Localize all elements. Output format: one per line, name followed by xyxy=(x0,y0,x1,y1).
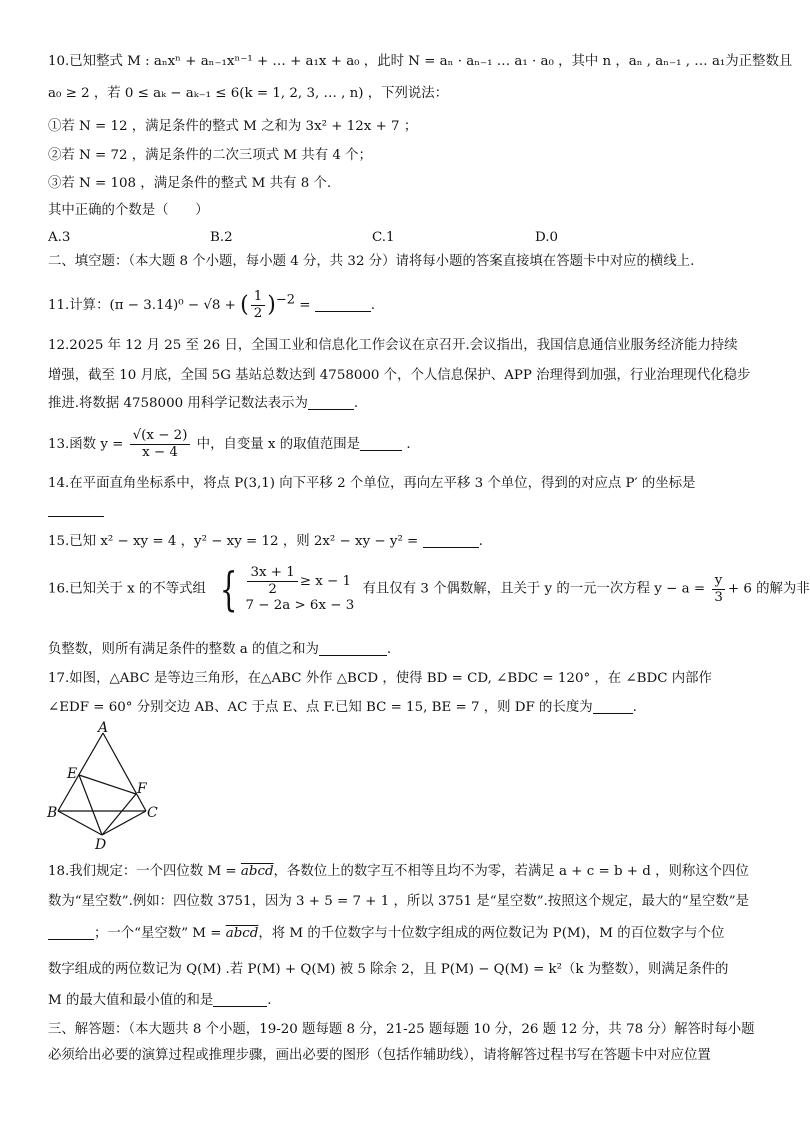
q18-answer-blank-1[interactable] xyxy=(48,925,94,940)
q10-statement-2: ②若 N = 72 ，满足条件的二次三项式 M 共有 4 个； xyxy=(48,148,372,163)
q17-answer-blank[interactable] xyxy=(593,699,633,714)
q10-line1: 10.已知整式 M : aₙxⁿ + aₙ₋₁xⁿ⁻¹ + … + a₁x + a₀ ，此时 N = aₙ · aₙ₋₁ … a₁ · a₀ ，其中 n ，aₙ , aₙ₋₁ , … a₁为正整数且 xyxy=(48,54,793,69)
q14-line2 xyxy=(48,501,104,521)
q14-answer-blank[interactable] xyxy=(48,502,104,517)
q12-answer-blank[interactable] xyxy=(308,395,354,410)
q14-line1: 14.在平面直角坐标系中，将点 P(3,1) 向下平移 2 个单位，再向左平移 3 个单位，得到的对应点 P′ 的坐标是 xyxy=(48,476,696,491)
q13: 13.函数 y = $\frac{√(x - 2)}{x - 4}$ 中，自变量 x 的取值范围是 . xyxy=(48,428,411,460)
label-a: A xyxy=(98,720,109,736)
q17-line1: 17.如图，△ABC 是等边三角形，在△ABC 外作 △BCD ，使得 BD = CD, ∠BDC = 120° ，在 ∠BDC 内部作 xyxy=(48,671,712,686)
q18-line2: 数为“星空数”.例如：四位数 3751，因为 3 + 5 = 7 + 1 ，所以 3751 是“星空数”.按照这个规定，最大的“星空数”是 xyxy=(48,894,749,909)
q12-line2: 增强，截至 10 月底，全国 5G 基站总数达到 4758000 个，个人信息保护、APP 治理得到加强，行业治理现代化稳步 xyxy=(48,368,751,383)
q12-line1: 12.2025 年 12 月 25 至 26 日，全国工业和信息化工作会议在京召开.会议指出，我国信息通信业服务经济能力持续 xyxy=(48,338,738,353)
q15: 15.已知 x² − xy = 4 ，y² − xy = 12 ，则 2x² − xy − y² = . xyxy=(48,534,483,549)
segment-ac xyxy=(103,733,146,811)
q10-line2: a₀ ≥ 2 ，若 0 ≤ aₖ − aₖ₋₁ ≤ 6(k = 1, 2, 3, … , n) ，下列说法： xyxy=(48,86,449,101)
q13-answer-blank[interactable] xyxy=(360,436,402,451)
segment-ed xyxy=(79,775,102,835)
q10-statement-1: ①若 N = 12 ，满足条件的整式 M 之和为 3x² + 12x + 7 ； xyxy=(48,119,418,134)
q16-inequality-system: { $\frac{3x + 1}{2}$ ≥ x − 1 7 − 2a > 6x − 3 xyxy=(220,562,355,616)
q11-expression: 11.计算：(π − 3.14)⁰ − √8 + xyxy=(48,298,241,313)
q10-option-a: A.3 xyxy=(48,230,71,245)
q17-line2: ∠EDF = 60° 分别交边 AB、AC 于点 E、点 F.已知 BC = 15, BE = 7 ，则 DF 的长度为 . xyxy=(48,700,637,715)
q15-answer-blank[interactable] xyxy=(423,533,479,548)
label-c: C xyxy=(147,805,158,821)
segment-cd xyxy=(102,811,146,835)
label-f: F xyxy=(137,781,147,797)
segment-bd xyxy=(58,811,102,835)
q10-option-d: D.0 xyxy=(535,230,559,245)
section-3-line1: 三、解答题：（本大题共 8 个小题，19-20 题每题 8 分，21-25 题每题 10 分，26 题 12 分，共 78 分）解答时每小题 xyxy=(48,1022,755,1037)
q18-answer-blank-2[interactable] xyxy=(213,992,267,1007)
section-2-heading: 二、填空题：（本大题 8 个小题，每小题 4 分，共 32 分）请将每小题的答案直接填在答题卡中对应的横线上. xyxy=(48,254,695,269)
label-b: B xyxy=(47,805,58,821)
q10-statement-3: ③若 N = 108 ，满足条件的整式 M 共有 8 个. xyxy=(48,176,332,191)
q10-option-c: C.1 xyxy=(372,230,395,245)
q16-answer-blank[interactable] xyxy=(319,641,387,656)
q18-line4: 数字组成的两位数记为 Q(M) .若 P(M) + Q(M) 被 5 除余 2，且 P(M) − Q(M) = k²（k 为整数），则满足条件的 xyxy=(48,962,729,977)
q18-line1: 18.我们规定：一个四位数 M = abcd，各数位上的数字互不相等且均不为零，若满足 a + c = b + d ，则称这个四位 xyxy=(48,864,749,879)
q11-fraction: $\frac{1}{2}$ xyxy=(251,289,266,322)
q11: 11.计算：(π − 3.14)⁰ − √8 + ( $\frac{1}{2}$ )$^{-2}$ = . xyxy=(48,289,376,321)
q10-question: 其中正确的个数是（ ） xyxy=(48,203,209,218)
segment-ab xyxy=(58,733,103,811)
label-d: D xyxy=(95,837,107,853)
q10-option-b: B.2 xyxy=(210,230,233,245)
q13-fraction: $\frac{√(x - 2)}{x - 4}$ xyxy=(130,428,191,461)
q16-line1: 16.已知关于 x 的不等式组 { $\frac{3x + 1}{2}$ ≥ x − 1 7 − 2a > 6x − 3 有且仅有 3 个偶数解，且关于 y 的一元一次方程 y − a = $\frac{y}{3}$ + 6 的解为非 xyxy=(48,562,810,616)
q11-answer-blank[interactable] xyxy=(315,297,371,312)
q17-geometry-figure xyxy=(46,720,166,853)
segment-fd xyxy=(102,794,136,835)
q12-line3: 推进.将数据 4758000 用科学记数法表示为 . xyxy=(48,396,359,411)
q18-line3: ；一个“星空数” M = abcd，将 M 的千位数字与十位数字组成的两位数记为 P(M)，M 的百位数字与个位 xyxy=(48,924,724,944)
section-3-line2: 必须给出必要的演算过程或推理步骤，画出必要的图形（包括作辅助线），请将解答过程书写在答题卡中对应位置 xyxy=(48,1048,711,1063)
q18-line5: M 的最大值和最小值的和是 . xyxy=(48,993,272,1008)
label-e: E xyxy=(67,766,78,782)
q16-line2: 负整数，则所有满足条件的整数 a 的值之和为 . xyxy=(48,642,392,657)
